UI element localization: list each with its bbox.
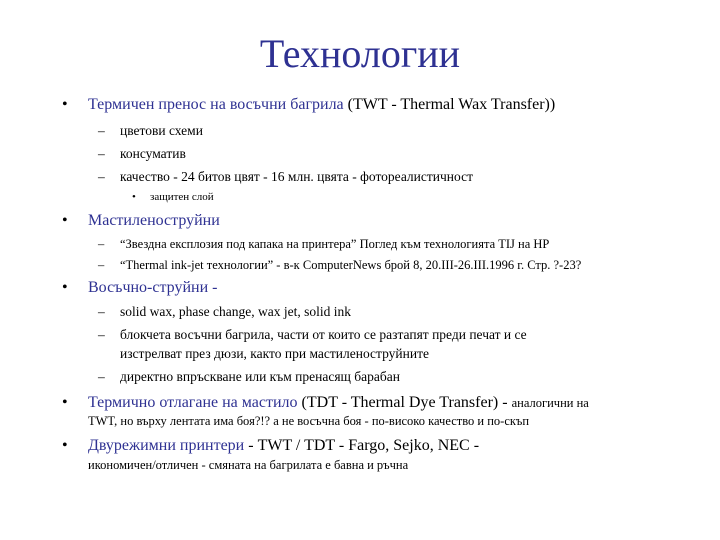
bullet-icon: •: [62, 96, 68, 113]
bullet-heading-rest: (TDT - Thermal Dye Transfer) -: [297, 394, 512, 411]
dash-icon: –: [98, 146, 105, 161]
bullet-icon: •: [132, 191, 136, 203]
dash-icon: –: [98, 258, 105, 272]
sub-item-text: “Звездна експлозия под капака на принтера” Поглед към технологията TIJ на HP: [120, 237, 550, 251]
bullet-heading-small: аналогични на: [511, 396, 589, 410]
bullet-icon: •: [62, 394, 68, 411]
sub-item-text: блокчета восъчни багрила, части от които се разтапят преди печат и се: [120, 327, 527, 342]
bullet-icon: •: [62, 212, 68, 229]
bullet-text: [88, 95, 555, 115]
dash-icon: –: [98, 369, 105, 384]
sub-sub-item-text: защитен слой: [150, 191, 214, 203]
bullet-heading: Восъчно-струйни -: [88, 279, 218, 296]
bullet-continuation: TWT, но върху лентата има боя?!? а не восъчна боя - по-високо качество и по-скъп: [88, 414, 530, 428]
dash-icon: –: [98, 123, 105, 138]
bullet-text: [88, 436, 479, 456]
bullet-icon: •: [62, 279, 68, 296]
dash-icon: –: [98, 327, 105, 342]
sub-item-text: “Thermal ink-jet технологии” - в-к ComputerNews брой 8, 20.III-26.III.1996 г. Стр. ?-23?: [120, 258, 582, 272]
sub-item-text: цветови схеми: [120, 123, 203, 138]
dash-icon: –: [98, 304, 105, 319]
sub-item-text: качество - 24 битов цвят - 16 млн. цвята - фотореалистичност: [120, 169, 473, 184]
bullet-heading-rest: - TWT / TDT - Fargo, Sejko, NEC -: [244, 437, 480, 454]
bullet-heading: Мастиленоструйни: [88, 212, 220, 229]
bullet-heading: Термичен пренос на восъчни багрила: [88, 96, 344, 113]
slide-title: Технологии: [259, 31, 461, 76]
sub-item-text: директно впръскване или към пренасящ барабан: [120, 369, 400, 384]
dash-icon: –: [98, 169, 105, 184]
sub-item-text: solid wax, phase change, wax jet, solid ink: [120, 304, 351, 319]
bullet-icon: •: [62, 437, 68, 454]
sub-item-text: изстрелват през дюзи, както при мастиленоструйните: [120, 346, 429, 361]
bullet-continuation: икономичен/отличен - смяната на багрилата е бавна и ръчна: [88, 458, 409, 472]
bullet-heading: Термично отлагане на мастило: [88, 394, 298, 411]
bullet-text: [88, 393, 589, 413]
dash-icon: –: [98, 237, 105, 251]
bullet-heading: Двурежимни принтери: [88, 437, 245, 454]
bullet-heading-rest: (TWT - Thermal Wax Transfer)): [343, 96, 556, 113]
sub-item-text: консуматив: [120, 146, 186, 161]
